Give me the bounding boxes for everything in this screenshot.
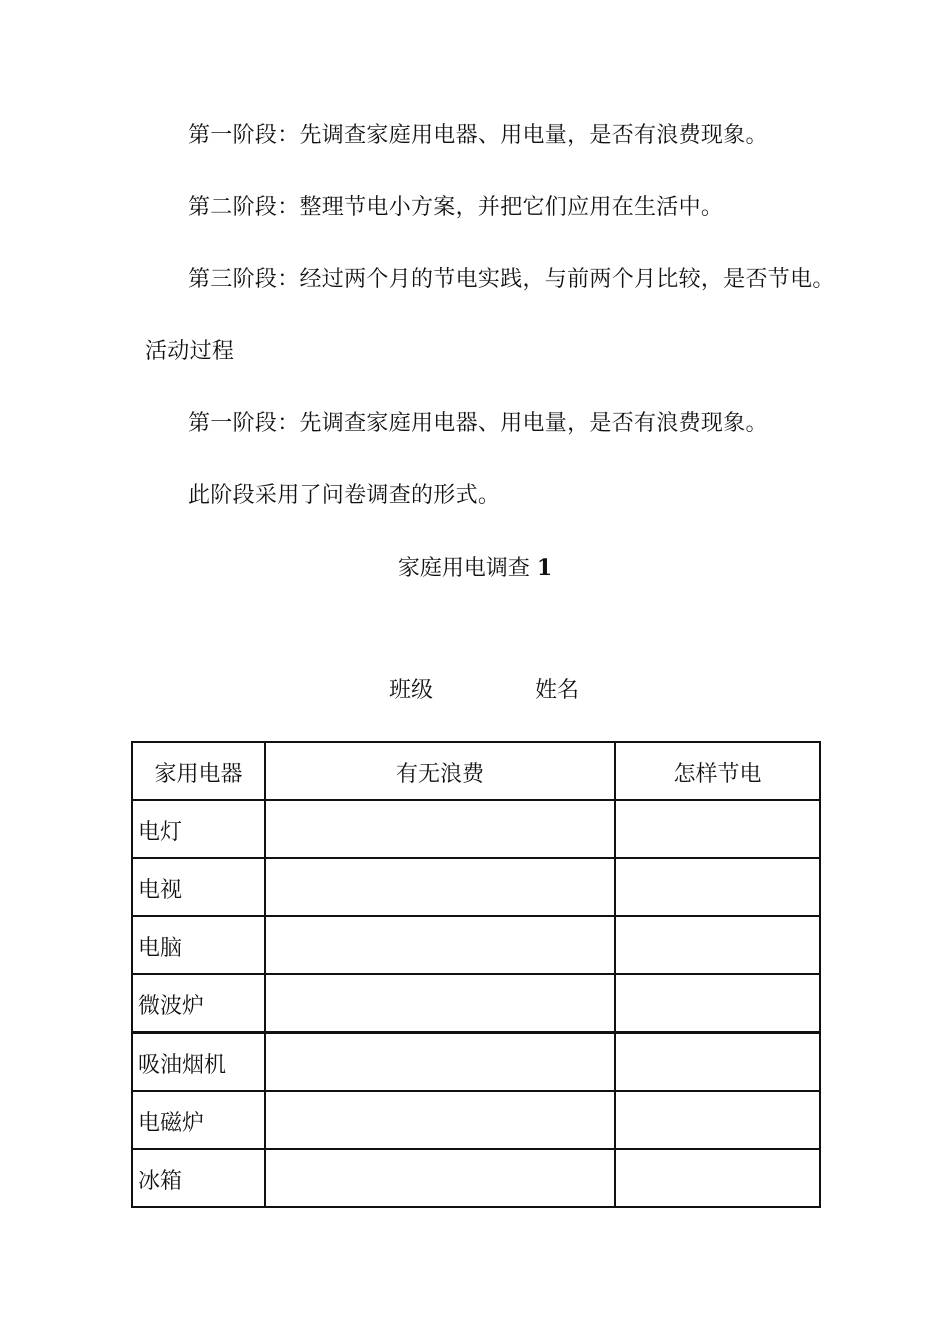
section-heading: 活动过程 — [145, 339, 235, 364]
waste-answer-cell[interactable] — [265, 858, 615, 916]
table-row — [132, 800, 820, 858]
process-stage-one-paragraph: 第一阶段：先调查家庭用电器、用电量，是否有浪费现象。 — [188, 411, 768, 436]
appliance-name: 电灯 — [132, 800, 265, 858]
household-electricity-survey-table — [131, 741, 821, 1208]
class-label: 班级 — [389, 678, 434, 703]
table-row — [132, 1149, 820, 1207]
survey-title-number: 1 — [536, 555, 553, 581]
appliance-name: 电视 — [132, 858, 265, 916]
waste-answer-cell[interactable] — [265, 916, 615, 974]
waste-answer-cell[interactable] — [265, 1149, 615, 1207]
header-saving-method: 怎样节电 — [615, 742, 820, 800]
survey-title — [0, 553, 950, 584]
saving-answer-cell[interactable] — [615, 1033, 820, 1092]
table-header-row — [132, 742, 820, 800]
name-label: 姓名 — [535, 678, 580, 703]
saving-answer-cell[interactable] — [615, 1091, 820, 1149]
waste-answer-cell[interactable] — [265, 1091, 615, 1149]
header-appliance: 家用电器 — [132, 742, 265, 800]
appliance-name: 冰箱 — [132, 1149, 265, 1207]
stage-two-paragraph: 第二阶段：整理节电小方案，并把它们应用在生活中。 — [188, 195, 724, 220]
waste-answer-cell[interactable] — [265, 1033, 615, 1092]
stage-one-paragraph: 第一阶段：先调查家庭用电器、用电量，是否有浪费现象。 — [188, 123, 768, 148]
saving-answer-cell[interactable] — [615, 916, 820, 974]
table-row — [132, 858, 820, 916]
saving-answer-cell[interactable] — [615, 858, 820, 916]
saving-answer-cell[interactable] — [615, 974, 820, 1033]
appliance-name: 微波炉 — [132, 974, 265, 1033]
appliance-name: 电磁炉 — [132, 1091, 265, 1149]
saving-answer-cell[interactable] — [615, 800, 820, 858]
table-row — [132, 974, 820, 1033]
questionnaire-note: 此阶段采用了问卷调查的形式。 — [188, 483, 501, 508]
table-row — [132, 1091, 820, 1149]
table-row — [132, 916, 820, 974]
waste-answer-cell[interactable] — [265, 800, 615, 858]
saving-answer-cell[interactable] — [615, 1149, 820, 1207]
appliance-name: 吸油烟机 — [132, 1033, 265, 1092]
stage-three-paragraph: 第三阶段：经过两个月的节电实践，与前两个月比较，是否节电。 — [188, 267, 835, 292]
table-row — [132, 1033, 820, 1092]
appliance-name: 电脑 — [132, 916, 265, 974]
header-waste: 有无浪费 — [265, 742, 615, 800]
waste-answer-cell[interactable] — [265, 974, 615, 1033]
survey-title-text: 家庭用电调查 — [397, 556, 530, 581]
